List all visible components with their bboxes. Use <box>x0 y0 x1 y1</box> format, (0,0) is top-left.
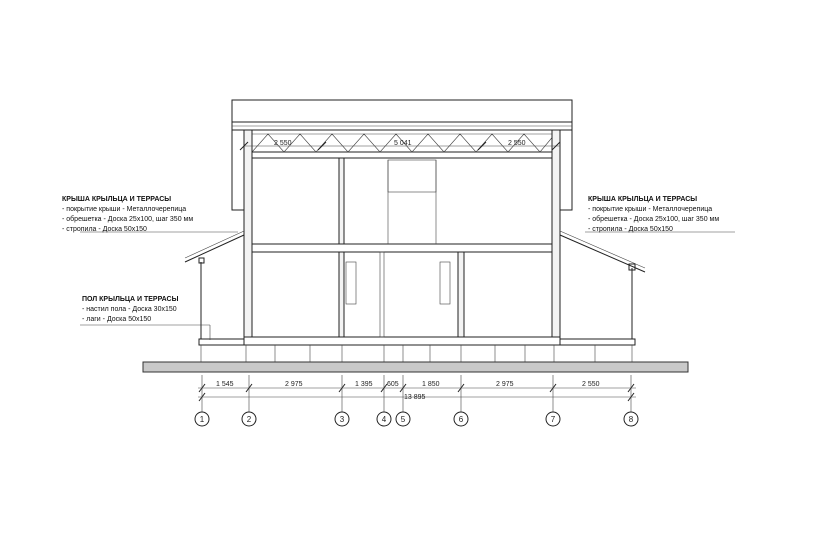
left-outer-wall <box>244 130 252 345</box>
right-outer-wall <box>552 130 560 345</box>
note-roof-left <box>62 195 193 235</box>
note-roof-right-title: КРЫША КРЫЛЬЦА И ТЕРРАСЫ <box>588 196 698 203</box>
note-floor <box>82 295 178 325</box>
roof-upper-block <box>232 100 572 122</box>
dim-4-5: 605 <box>387 381 399 388</box>
note-floor-line: - настил пола - Доска 30х150 <box>82 306 177 313</box>
truss-dim-2: 5 041 <box>394 140 412 147</box>
axis-label-1: 1 <box>199 415 205 424</box>
axis-label-7: 7 <box>550 415 556 424</box>
truss-dim-3: 2 550 <box>508 140 526 147</box>
note-roof-right <box>588 195 719 235</box>
note-roof-right-line: - стропила - Доска 50х150 <box>588 226 673 233</box>
dim-6-7: 2 975 <box>496 381 514 388</box>
dim-5-6: 1 850 <box>422 381 440 388</box>
dim-total: 13 895 <box>404 394 426 401</box>
axis-label-6: 6 <box>458 415 464 424</box>
note-floor-line: - лаги - Доска 50х150 <box>82 316 152 323</box>
axis-label-5: 5 <box>400 415 406 424</box>
ground-line <box>143 362 688 372</box>
note-roof-right-line: - обрешетка - Доска 25х100, шаг 350 мм <box>588 216 720 223</box>
right-porch-roof <box>560 235 645 272</box>
truss-dim-1: 2 550 <box>274 140 292 147</box>
ground-floor-slab <box>244 337 560 345</box>
dim-7-8: 2 550 <box>582 381 600 388</box>
note-floor-title: ПОЛ КРЫЛЬЦА И ТЕРРАСЫ <box>82 296 179 303</box>
dim-2-3: 2 975 <box>285 381 303 388</box>
axis-label-8: 8 <box>628 415 634 424</box>
axis-bubbles <box>195 412 638 426</box>
note-roof-right-line: - покрытие крыши - Металлочерепица <box>588 206 713 213</box>
left-porch-roof <box>185 235 244 262</box>
note-roof-left-line: - стропила - Доска 50х150 <box>62 226 147 233</box>
dim-1-2: 1 545 <box>216 381 234 388</box>
foundation-piles <box>201 345 632 362</box>
second-floor-slab <box>252 244 552 252</box>
dim-3-4: 1 395 <box>355 381 373 388</box>
axis-label-3: 3 <box>339 415 345 424</box>
axis-label-4: 4 <box>381 415 387 424</box>
note-roof-left-title: КРЫША КРЫЛЬЦА И ТЕРРАСЫ <box>62 196 172 203</box>
axis-label-2: 2 <box>246 415 252 424</box>
note-roof-left-line: - обрешетка - Доска 25х100, шаг 350 мм <box>62 216 194 223</box>
note-roof-left-line: - покрытие крыши - Металлочерепица <box>62 206 187 213</box>
